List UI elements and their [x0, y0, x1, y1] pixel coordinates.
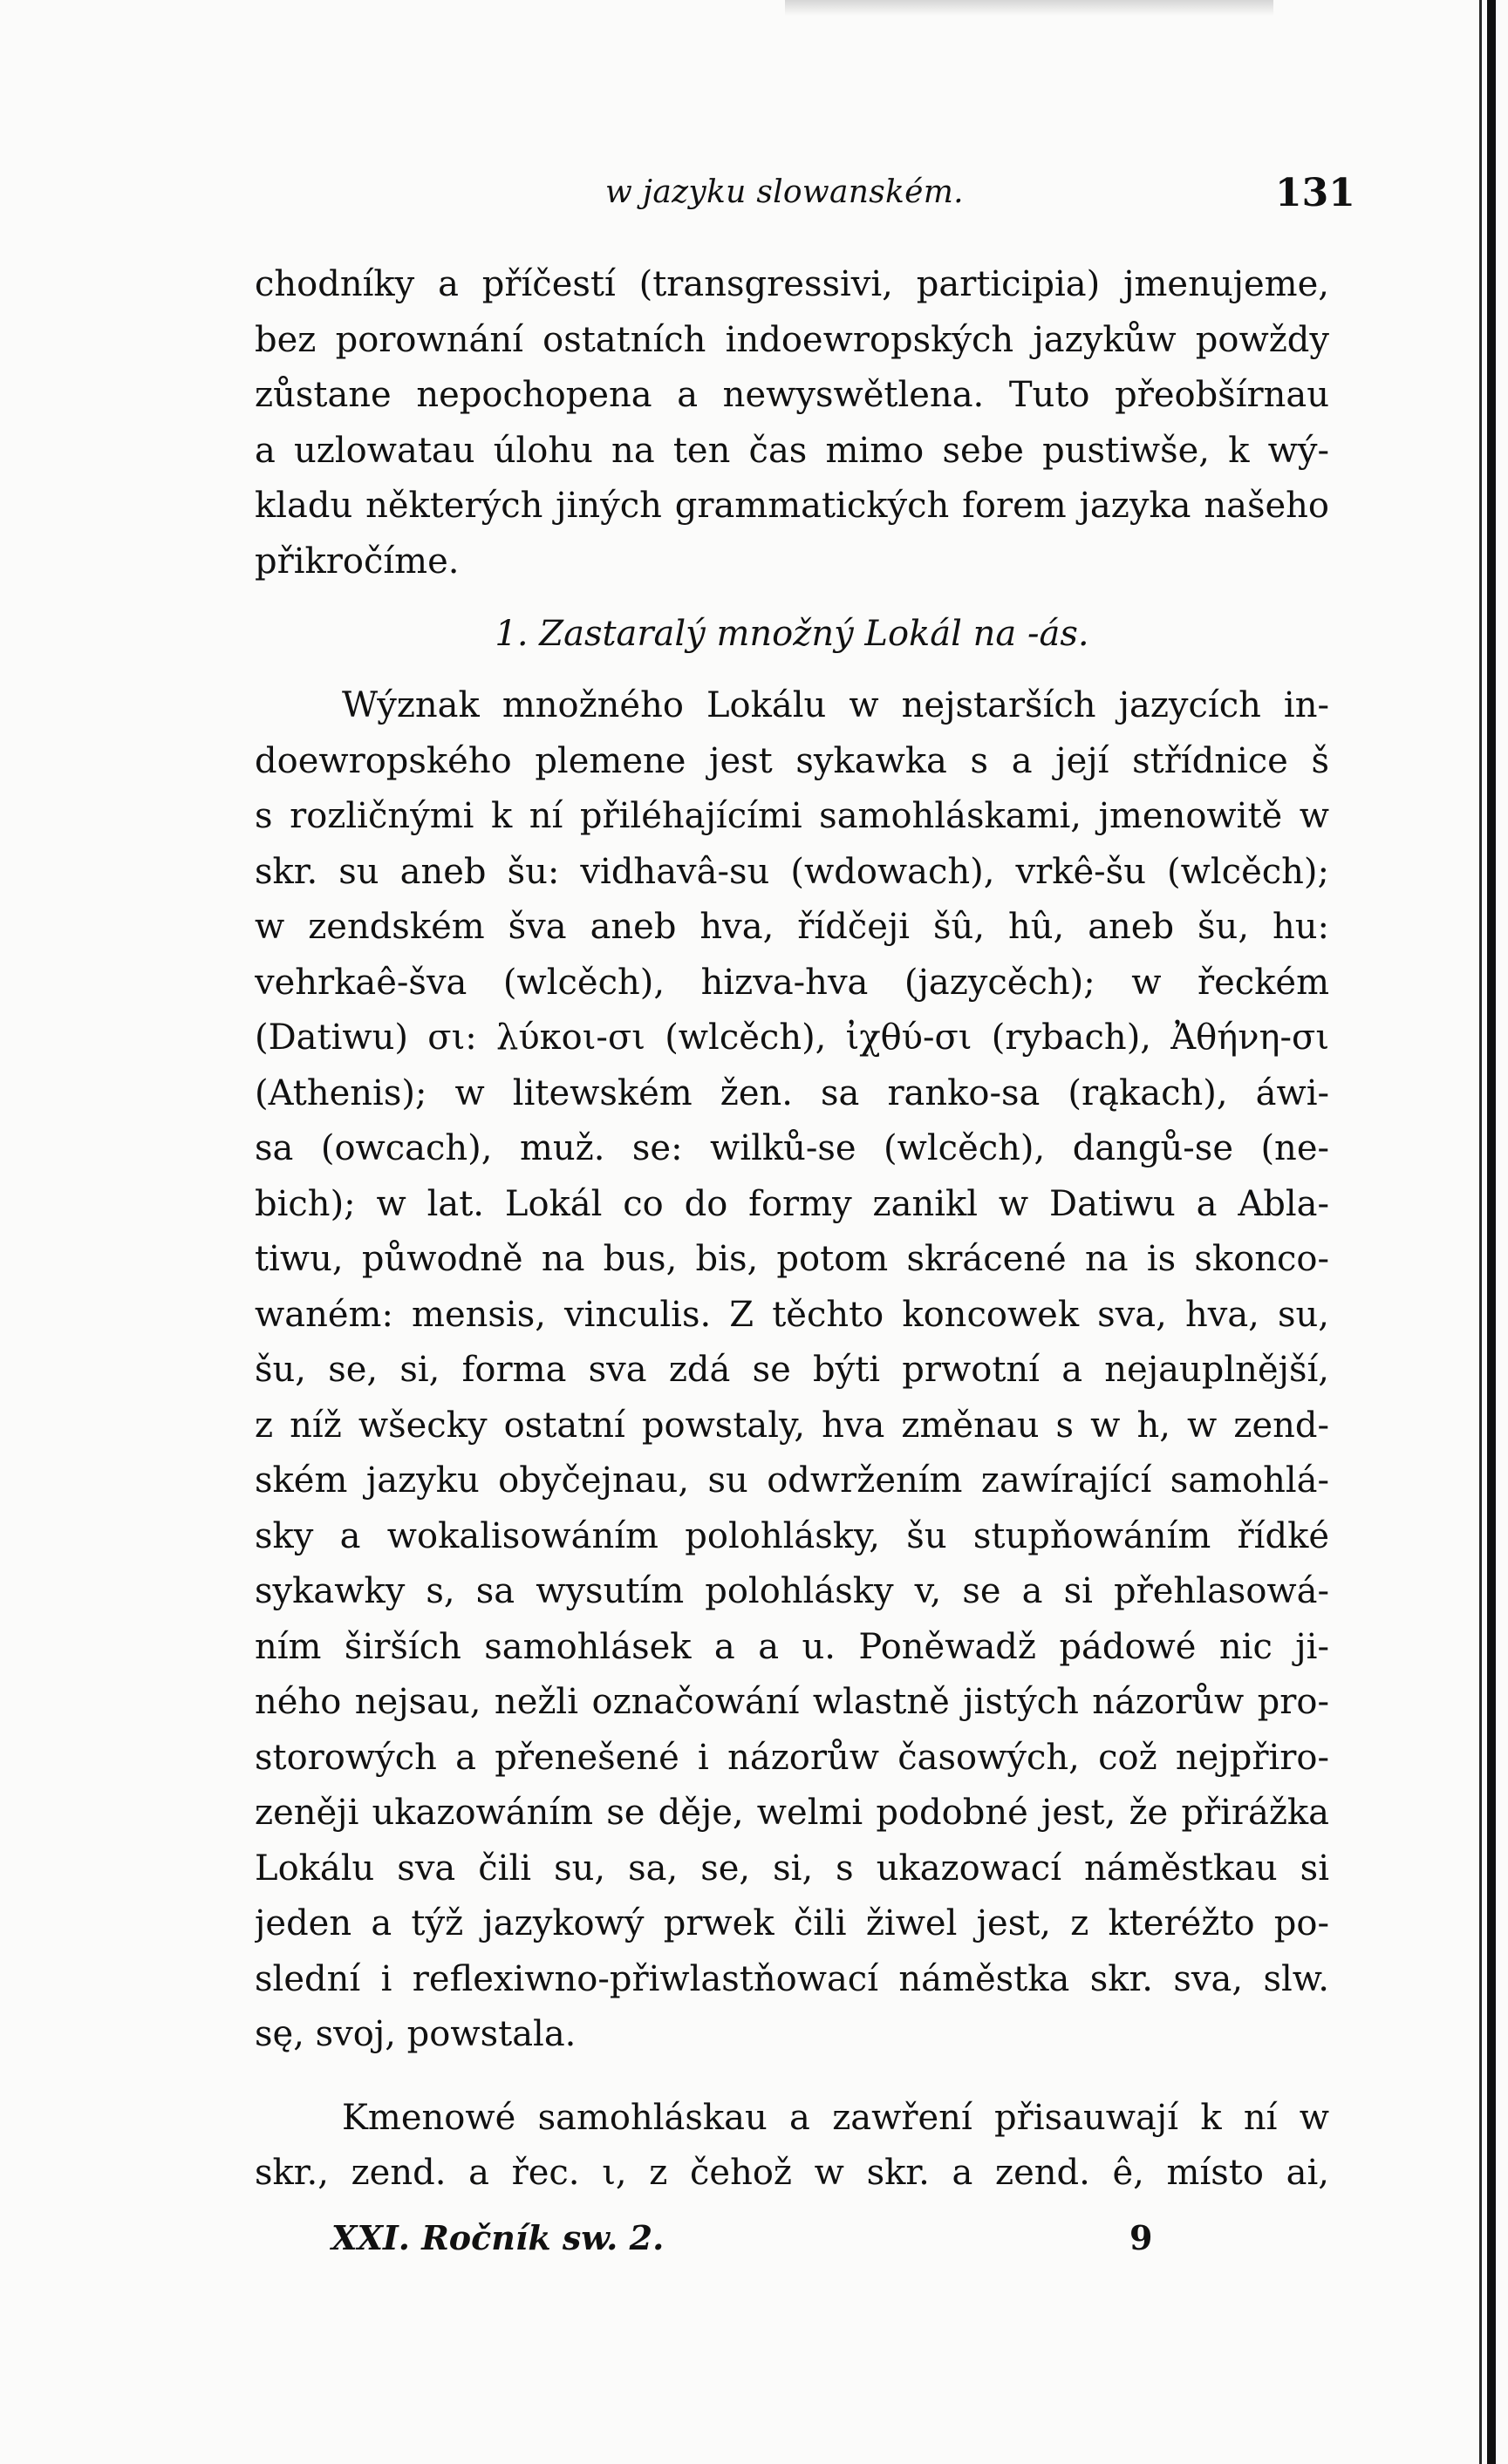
text-line: tiwu, půwodně na bus, bis, potom skrácené na is skonco- — [255, 1239, 1329, 1279]
text-line: kladu některých jiných grammatických forem jazyka našeho — [255, 486, 1329, 526]
text-line: waném: mensis, vinculis. Z těchto koncowek sva, hva, su, — [255, 1294, 1329, 1335]
text-line: chodníky a příčestí (transgressivi, participia) jmenujeme, — [255, 264, 1329, 304]
text-line: slední i reflexiwno-přiwlastňowací náměstka skr. sva, slw. — [255, 1958, 1329, 1999]
text-line: bez porownání ostatních indoewropských jazykůw powždy — [255, 319, 1329, 360]
text-line: bich); w lat. Lokál co do formy zanikl w Datiwu a Abla- — [255, 1183, 1329, 1224]
text-line: zůstane nepochopena a newyswětlena. Tuto přeobšírnau — [255, 375, 1329, 415]
signature-mark: XXI. Ročník sw. 2. — [331, 2218, 665, 2257]
page-number: 131 — [1275, 171, 1355, 215]
paragraph-1 — [255, 257, 1329, 589]
text-line: sę, svoj, powstala. — [255, 2014, 577, 2054]
scan-edge-border — [1487, 0, 1496, 2464]
text-line: (Datiwu) σι: λύκοι-σι (wlcěch), ἰχθύ-σι (rybach), Ἀθήνη-σι — [255, 1018, 1329, 1058]
text-line: ském jazyku obyčejnau, su odwržením zawírající samohlá- — [255, 1460, 1329, 1501]
text-line: Lokálu sva čili su, sa, se, si, s ukazowací náměstkau si — [255, 1848, 1329, 1889]
body-text — [255, 257, 1329, 2202]
text-line: vehrkaê-šva (wlcěch), hizva-hva (jazycěch); w řeckém — [255, 962, 1329, 1003]
text-line: jeden a týž jazykowý prwek čili žiwel jest, z kteréžto po- — [255, 1903, 1329, 1943]
text-line: ného nejsau, nežli označowání wlastně jistých názorůw pro- — [255, 1682, 1329, 1722]
text-line: doewropského plemene jest sykawka s a její střídnice š — [255, 740, 1329, 781]
text-line: s rozličnými k ní přiléhajícími samohláskami, jmenowitě w — [255, 796, 1329, 836]
text-line: šu, se, si, forma sva zdá se býti prwotní a nejauplnější, — [255, 1350, 1329, 1390]
text-line: Kmenowé samohláskau a zawření přisauwají k ní w — [342, 2097, 1329, 2138]
page-footer — [0, 2218, 1508, 2270]
text-line: a uzlowatau úlohu na ten čas mimo sebe pustiwše, k wý- — [255, 430, 1329, 471]
running-head-title: w jazyku slowanském. — [605, 174, 964, 210]
text-line: z níž wšecky ostatní powstaly, hva změnau s w h, w zend- — [255, 1405, 1329, 1446]
text-line: ním širších samohlásek a a u. Poněwadž pádowé nic ji- — [255, 1626, 1329, 1667]
text-line: skr., zend. a řec. ι, z čehož w skr. a zend. ê, místo ai, — [255, 2153, 1329, 2193]
text-line: (Athenis); w litewském žen. sa ranko-sa (rąkach), áwi- — [255, 1072, 1329, 1113]
text-line: sykawky s, sa wysutím polohlásky v, se a si přehlasowá- — [255, 1571, 1329, 1611]
text-line: sa (owcach), muž. se: wilků-se (wlcěch), dangů-se (ne- — [255, 1128, 1329, 1168]
text-line: w zendském šva aneb hva, řídčeji šû, hû, aneb šu, hu: — [255, 907, 1329, 947]
text-line: storowých a přenešené i názorůw časowých, což nejpřiro- — [255, 1737, 1329, 1778]
paragraph-spacer — [255, 2063, 1329, 2091]
text-line: skr. su aneb šu: vidhavâ-su (wdowach), vrkê-šu (wlcěch); — [255, 851, 1329, 892]
paragraph-2 — [255, 678, 1329, 2063]
text-line: zeněji ukazowáním se děje, welmi podobné jest, že přirážka — [255, 1793, 1329, 1833]
scan-top-smudge — [785, 0, 1273, 16]
text-line: Wýznak množného Lokálu w nejstarších jazycích in- — [342, 685, 1329, 725]
section-heading: 1. Zastaralý množný Lokál na -ás. — [495, 614, 1089, 654]
paragraph-3 — [255, 2091, 1329, 2202]
scan-edge-inner-line — [1479, 0, 1482, 2464]
running-head — [0, 171, 1508, 227]
text-line: sky a wokalisowáním polohlásky, šu stupňowáním řídké — [255, 1515, 1329, 1556]
text-line: přikročíme. — [255, 541, 460, 582]
sheet-number: 9 — [1129, 2218, 1153, 2257]
